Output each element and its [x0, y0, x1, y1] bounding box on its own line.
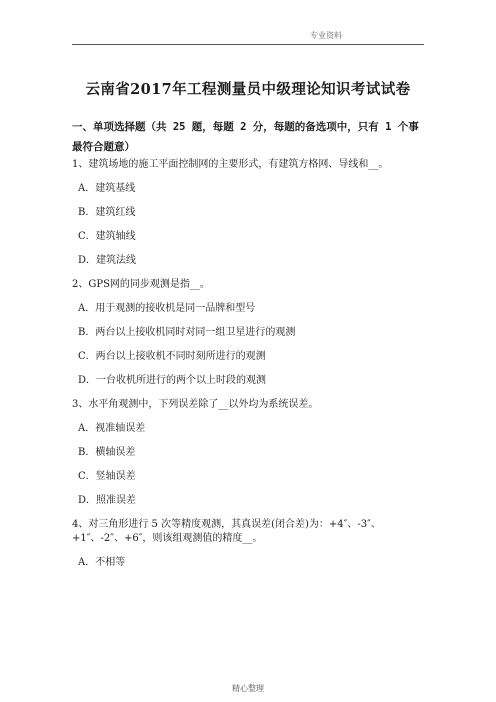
question-3-option-b: B．横轴误差 [78, 447, 136, 458]
section-heading: 一、单项选择题（共 25 题，每题 2 分，每题的备选项中，只有 1 个事最符合题意） [72, 121, 419, 153]
question-4-stem: 4、对三角形进行 5 次等精度观测，其真误差(闭合差)为：+4″、-3″、+1″、-2″、+6″，则该组观测值的精度__。 [72, 519, 381, 544]
question-1-option-d: D．建筑法线 [78, 255, 137, 266]
question-1-option-c: C．建筑轴线 [78, 231, 136, 242]
page-footer: 精心整理 [232, 684, 264, 693]
question-3-option-c: C．竖轴误差 [78, 471, 136, 482]
question-2-option-a: A．用于观测的接收机是同一品牌和型号 [78, 303, 256, 314]
question-3-option-d: D．照准误差 [78, 495, 137, 506]
question-1-stem: 1、建筑场地的施工平面控制网的主要形式，有建筑方格网、导线和__。 [72, 159, 389, 170]
page-header [72, 0, 424, 45]
document-title: 云南省2017年工程测量员中级理论知识考试试卷 [85, 81, 411, 98]
question-2-option-c: C．两台以上接收机不同时刻所进行的观测 [78, 351, 266, 362]
question-1-option-a: A．建筑基线 [78, 183, 136, 194]
question-3-stem: 3、水平角观测中，下列误差除了__以外均为系统误差。 [72, 399, 319, 410]
question-list [72, 158, 428, 580]
question-2-option-d: D．一台收机所进行的两个以上时段的观测 [78, 375, 267, 386]
question-3-option-a: A．视准轴误差 [78, 423, 146, 434]
question-4-option-a: A．不相等 [78, 557, 126, 568]
question-2-option-b: B．两台以上接收机同时对同一组卫星进行的观测 [78, 327, 296, 338]
question-2-stem: 2、GPS网的同步观测是指__。 [72, 279, 210, 290]
question-1-option-b: B．建筑红线 [78, 207, 136, 218]
header-tag: 专业资料 [310, 31, 342, 40]
